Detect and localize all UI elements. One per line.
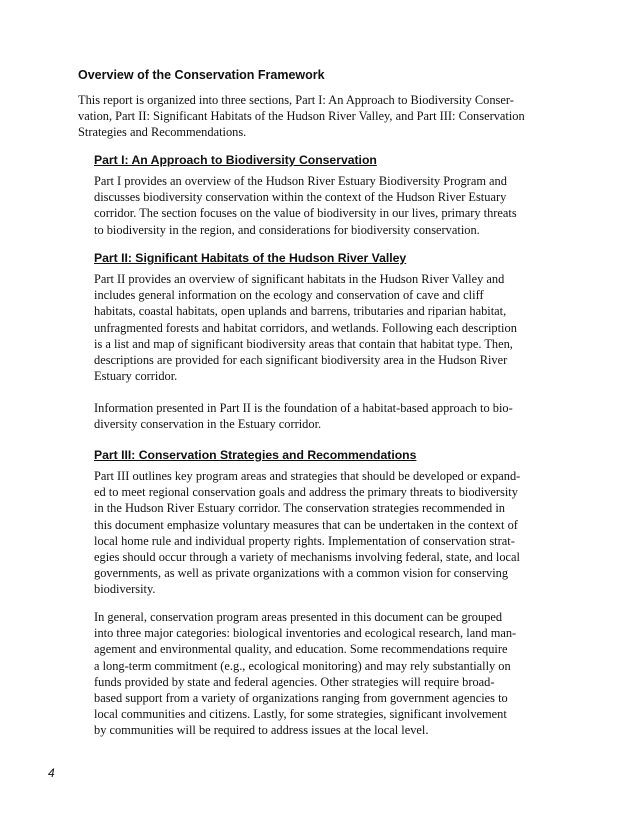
page-number: 4 (48, 766, 55, 780)
text-line: Estuary corridor. (94, 369, 178, 384)
text-line: diversity conservation in the Estuary corridor. (94, 417, 322, 432)
text-line: Part III outlines key program areas and strategies that should be developed or expand- (94, 469, 521, 483)
text-line: based support from a variety of organizations ranging from government agencies to (94, 691, 508, 706)
text-line: In general, conservation program areas presented in this document can be grouped (94, 610, 503, 624)
part3-heading: Part III: Conservation Strategies and Recommendations (94, 448, 417, 462)
text-line: local home rule and individual property rights. Implementation of conservation strat- (94, 533, 515, 548)
text-line: This report is organized into three sections, Part I: An Approach to Biodiversity Conser- (78, 93, 514, 107)
intro-paragraph (78, 92, 525, 141)
text-line: is a list and map of significant biodiversity areas that contain that habitat type. Then, (94, 336, 513, 351)
text-line: Part I provides an overview of the Hudson River Estuary Biodiversity Program and (94, 174, 507, 188)
text-line: includes general information on the ecology and conservation of cave and cliff (94, 288, 484, 303)
text-line: to biodiversity in the region, and considerations for biodiversity conservation. (94, 222, 480, 237)
text-line: by communities will be required to address issues at the local level. (94, 723, 429, 738)
text-line: discusses biodiversity conservation within the context of the Hudson River Estuary (94, 190, 507, 205)
text-line: habitats, coastal habitats, open uplands and barrens, tributaries and riparian habitat, (94, 304, 507, 319)
text-line: Information presented in Part II is the foundation of a habitat-based approach to bio- (94, 401, 513, 415)
text-line: in the Hudson River Estuary corridor. The conservation strategies recommended in (94, 501, 505, 516)
text-line: Strategies and Recommendations. (78, 125, 247, 140)
text-line: ed to meet regional conservation goals and address the primary threats to biodiversity (94, 485, 518, 500)
text-line: vation, Part II: Significant Habitats of the Hudson River Valley, and Part III: Conservation (78, 109, 525, 124)
text-line: local communities and citizens. Lastly, for some strategies, significant involvement (94, 707, 507, 722)
page-title: Overview of the Conservation Framework (78, 68, 325, 82)
text-line: descriptions are provided for each significant biodiversity area in the Hudson River (94, 353, 508, 368)
part1-paragraph (94, 173, 517, 238)
text-line: this document emphasize voluntary measures that can be undertaken in the context of (94, 517, 518, 532)
text-line: egies should occur through a variety of mechanisms involving federal, state, and local (94, 550, 520, 565)
part2-paragraph (94, 271, 517, 384)
text-line: unfragmented forests and habitat corridors, and wetlands. Following each description (94, 320, 517, 335)
text-line: funds provided by state and federal agencies. Other strategies will require broad- (94, 674, 495, 689)
part2-heading: Part II: Significant Habitats of the Hudson River Valley (94, 251, 407, 265)
part3-paragraph-2 (94, 609, 516, 739)
text-line: into three major categories: biological inventories and ecological research, land man- (94, 626, 517, 641)
text-line: a long-term commitment (e.g., ecological monitoring) and may rely substantially on (94, 658, 511, 673)
part3-paragraph (94, 468, 520, 598)
text-line: governments, as well as private organizations with a common vision for conserving (94, 566, 509, 581)
text-line: agement and environmental quality, and education. Some recommendations require (94, 642, 508, 657)
text-line: corridor. The section focuses on the value of biodiversity in our lives, primary threats (94, 206, 517, 221)
text-line: Part II provides an overview of significant habitats in the Hudson River Valley and (94, 272, 505, 286)
part1-heading: Part I: An Approach to Biodiversity Conservation (94, 153, 377, 167)
part2-note-paragraph (94, 400, 513, 432)
text-line: biodiversity. (94, 582, 156, 597)
